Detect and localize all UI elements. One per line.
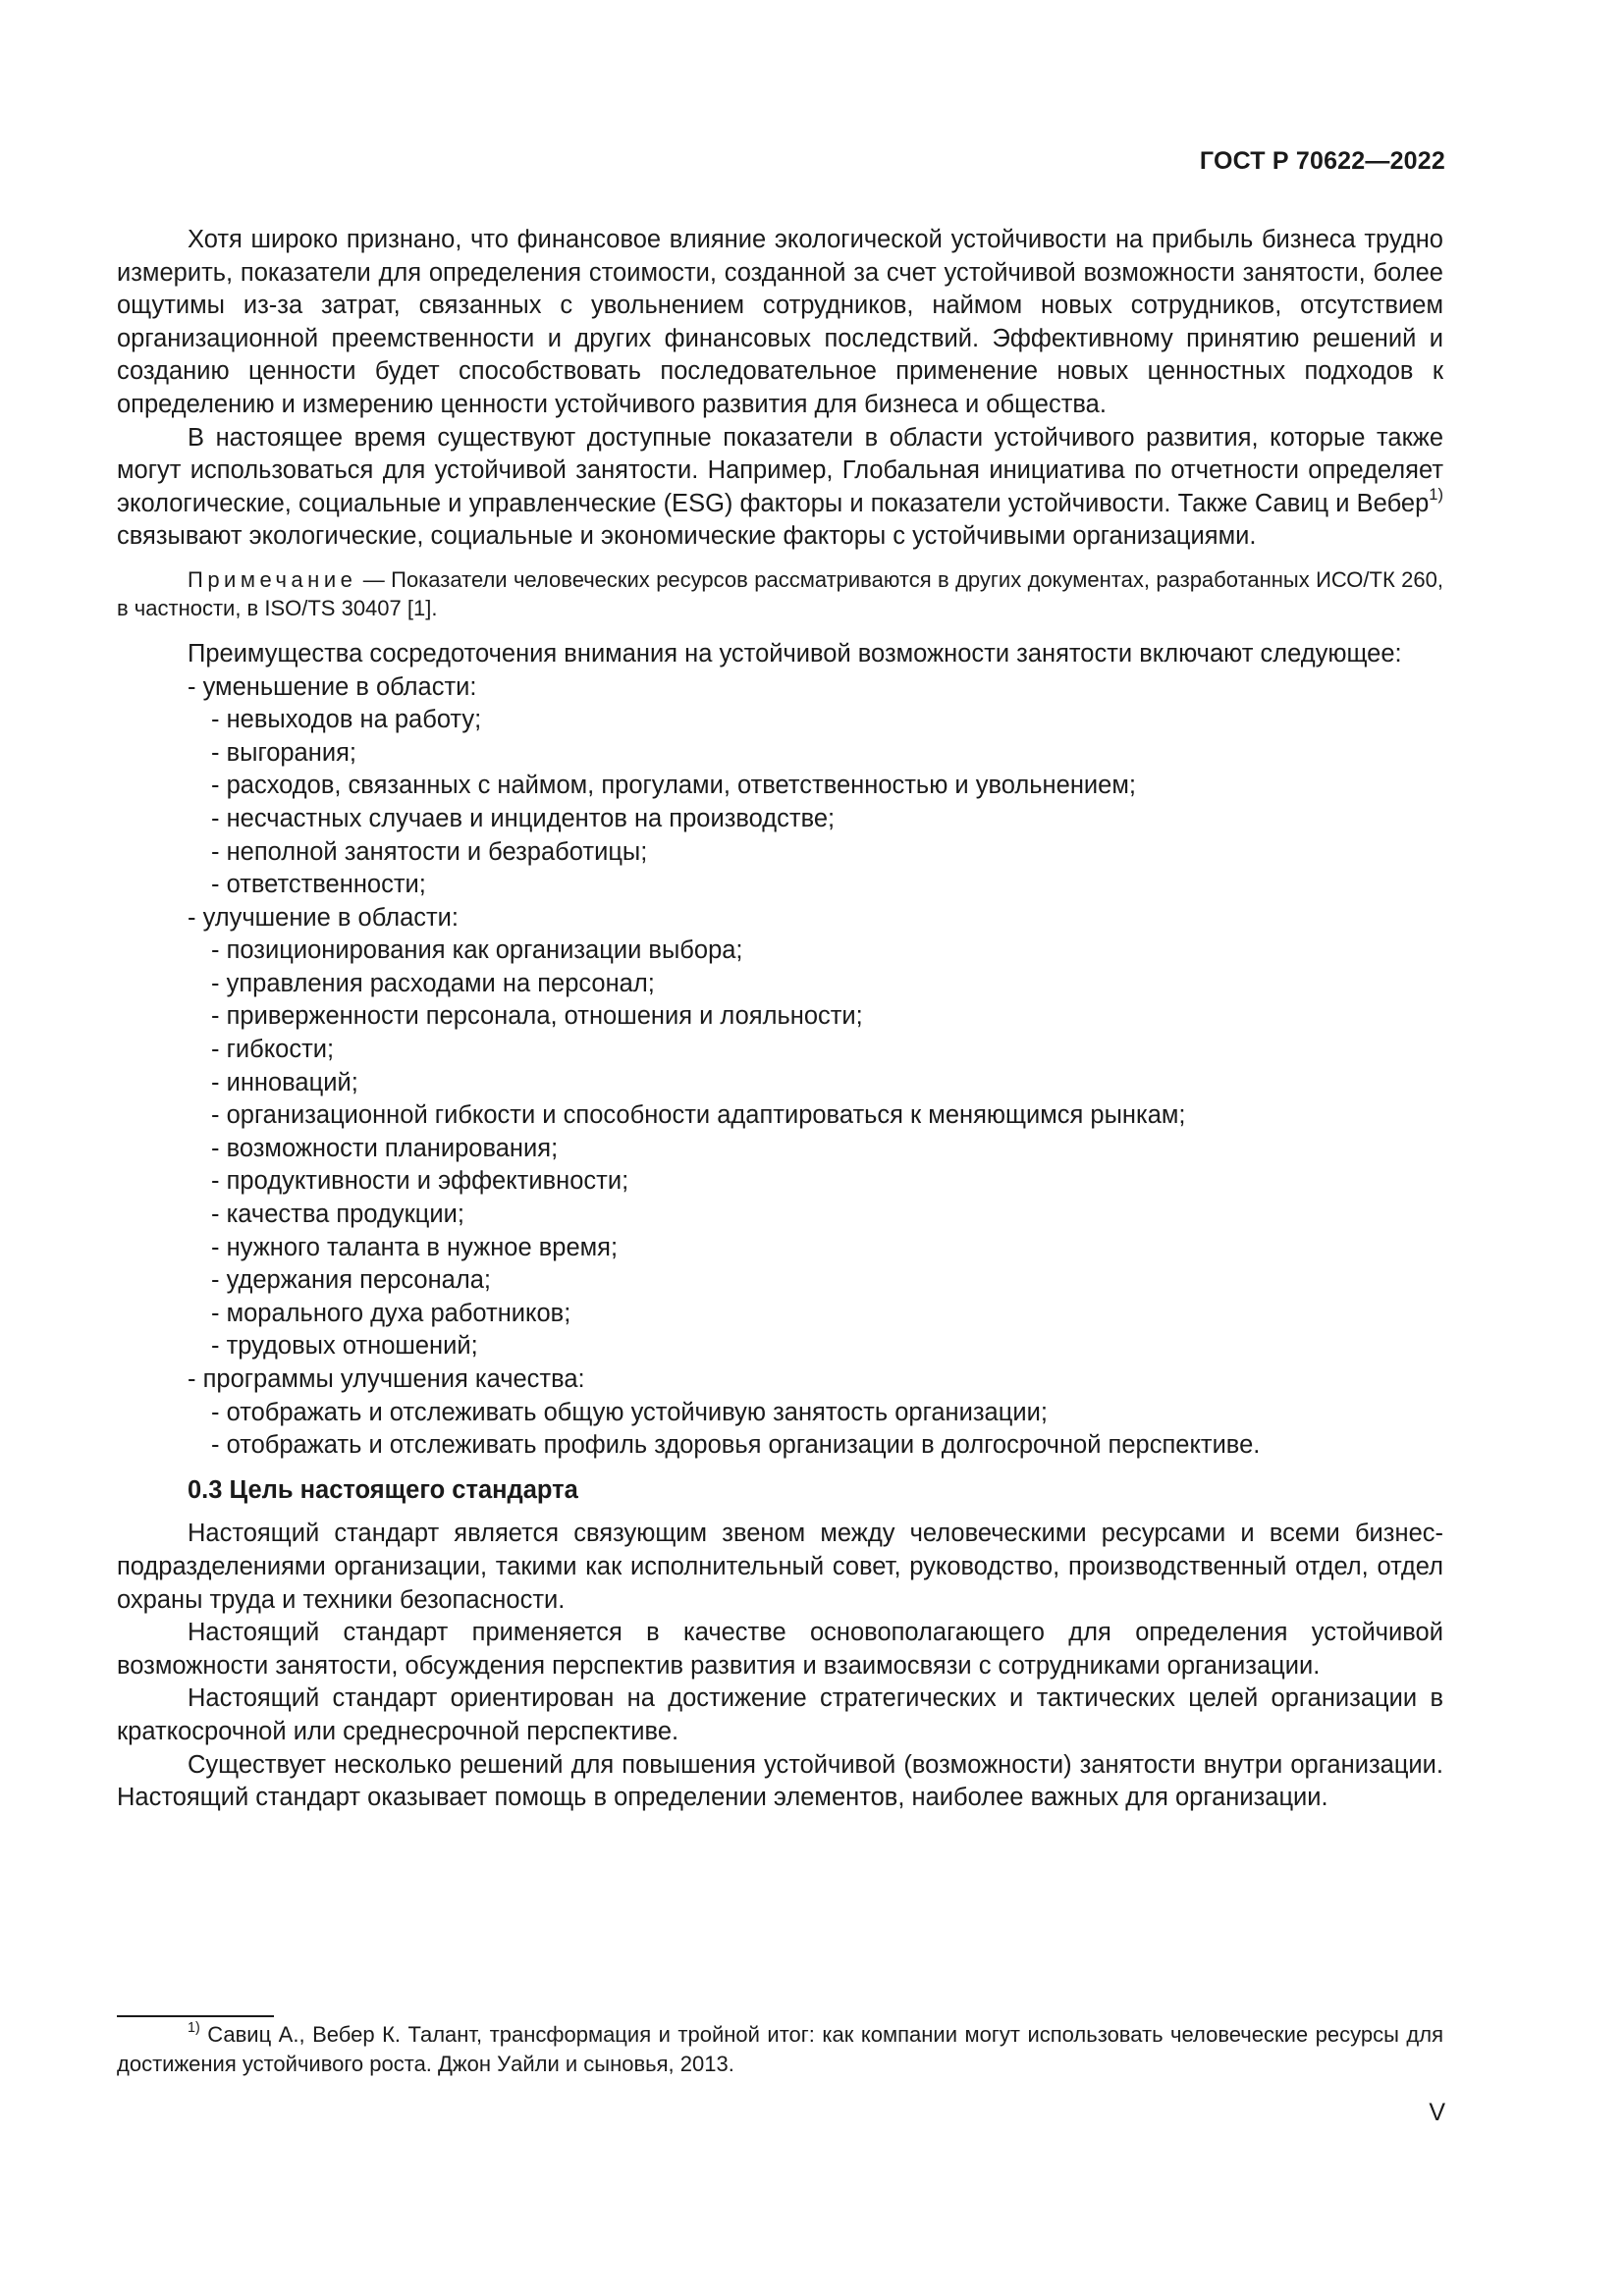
list-item <box>117 1363 1443 1463</box>
list-item-text: - невыходов на работу; <box>211 706 481 733</box>
page-number: V <box>1429 2099 1445 2126</box>
list-item <box>188 704 1443 737</box>
list-item <box>188 1232 1443 1265</box>
footnote-text <box>117 2020 1443 2079</box>
paragraph <box>117 422 1443 554</box>
list-item-text: - неполной занятости и безработицы; <box>211 838 647 866</box>
list-item <box>188 1199 1443 1232</box>
list-item <box>188 968 1443 1001</box>
sub-list <box>188 1397 1443 1463</box>
list-item-text: - нужного таланта в нужное время; <box>211 1234 618 1261</box>
list-item-text: - позиционирования как организации выбора; <box>211 936 743 964</box>
list-item-text: - возможности планирования; <box>211 1135 558 1162</box>
paragraph: Настоящий стандарт является связующим звеном между человеческими ресурсами и всеми бизнес-подразделениями организации, такими как исполнительный совет, руководство, производственный отдел, отдел охраны труда и техники безопасности. <box>117 1520 1443 1614</box>
list-item-text: - удержания персонала; <box>211 1266 491 1294</box>
paragraph: Существует несколько решений для повышения устойчивой (возможности) занятости внутри организации. Настоящий стандарт оказывает помощь в определении элементов, наиболее важных для организации. <box>117 1750 1443 1812</box>
list-item-text: - качества продукции; <box>211 1201 464 1228</box>
list-item <box>188 1000 1443 1034</box>
list-item <box>188 1034 1443 1067</box>
paragraph: Хотя широко признано, что финансовое влияние экологической устойчивости на прибыль бизнеса трудно измерить, показатели для определения стоимости, созданной за счет устойчивой возможности занятости, более ощутимы из-за затрат, связанных с увольнением сотрудников, наймом новых сотрудников, отсутствием организационной преемственности и других финансовых последствий. Эффективному принятию решений и созданию ценности будет способствовать последовательное применение новых ценностных подходов к определению и измерению ценности устойчивого развития для бизнеса и общества. <box>117 226 1443 418</box>
list-item-text: - инноваций; <box>211 1069 358 1096</box>
list-item <box>117 902 1443 1363</box>
footnote-marker: 1) <box>188 2019 200 2036</box>
list-item-text: - трудовых отношений; <box>211 1332 478 1360</box>
note-label: Примечание <box>188 566 357 592</box>
paragraph-text: В настоящее время существуют доступные показатели в области устойчивого развития, которые также могут использоваться для устойчивой занятости. Например, Глобальная инициатива по отчетности определяет экологические, социальные и управленческие (ESG) факторы и показатели устойчивости. Также Савиц и Вебер <box>117 423 1443 517</box>
footnote <box>117 2020 1443 2079</box>
list-item <box>188 803 1443 836</box>
sub-list <box>188 704 1443 902</box>
list-item-text: - продуктивности и эффективности; <box>211 1167 628 1195</box>
list-item-label: - улучшение в области: <box>188 904 459 932</box>
list-item <box>188 1067 1443 1100</box>
note-text: — Показатели человеческих ресурсов рассматриваются в других документах, разработанных ИСО/ТК 260, в частности, в ISO/TS 30407 [1]. <box>117 566 1443 620</box>
list-item-text: - морального духа работников; <box>211 1300 570 1327</box>
benefits-intro: Преимущества сосредоточения внимания на устойчивой возможности занятости включают следующее: <box>188 639 1402 667</box>
list-item <box>188 1330 1443 1363</box>
list-item <box>188 869 1443 902</box>
paragraph-text: связывают экологические, социальные и экономические факторы с устойчивыми организациями. <box>117 522 1257 551</box>
list-item <box>188 1264 1443 1298</box>
list-item <box>188 1133 1443 1166</box>
body-text <box>117 224 1443 1815</box>
list-item <box>188 836 1443 870</box>
list-item <box>188 1429 1443 1463</box>
list-item-text: - расходов, связанных с наймом, прогулами, ответственностью и увольнением; <box>211 772 1136 799</box>
benefits-list <box>117 671 1443 1463</box>
section-title: 0.3 Цель настоящего стандарта <box>188 1475 578 1504</box>
list-item-text: - приверженности персонала, отношения и лояльности; <box>211 1002 863 1030</box>
paragraph: Настоящий стандарт ориентирован на достижение стратегических и тактических целей организации в краткосрочной или среднесрочной перспективе. <box>117 1684 1443 1745</box>
list-item-text: - гибкости; <box>211 1036 334 1063</box>
list-item <box>188 1397 1443 1430</box>
list-item <box>188 737 1443 771</box>
list-item <box>188 1298 1443 1331</box>
note <box>117 565 1443 622</box>
list-item-text: - выгорания; <box>211 739 356 767</box>
sub-list <box>188 934 1443 1363</box>
paragraph: Настоящий стандарт применяется в качестве основополагающего для определения устойчивой возможности занятости, обсуждения перспектив развития и взаимосвязи с сотрудниками организации. <box>117 1619 1443 1680</box>
footnote-divider <box>117 2015 274 2017</box>
list-item-text: - ответственности; <box>211 871 426 898</box>
list-item <box>188 1099 1443 1133</box>
footnote-reference[interactable]: 1) <box>1429 484 1443 504</box>
list-item-label: - программы улучшения качества: <box>188 1365 585 1393</box>
list-item <box>188 1165 1443 1199</box>
list-item <box>188 770 1443 803</box>
list-item-text: - управления расходами на персонал; <box>211 970 655 997</box>
list-item-text: - отображать и отслеживать общую устойчивую занятость организации; <box>211 1399 1048 1426</box>
standard-header: ГОСТ Р 70622—2022 <box>1199 147 1445 175</box>
list-item-text: - организационной гибкости и способности адаптироваться к меняющимся рынкам; <box>211 1101 1186 1129</box>
list-item-text: - отображать и отслеживать профиль здоровья организации в долгосрочной перспективе. <box>211 1431 1260 1459</box>
footnote-body: Савиц А., Вебер К. Талант, трансформация и тройной итог: как компании могут использовать человеческие ресурсы для достижения устойчивого роста. Джон Уайли и сыновья, 2013. <box>117 2022 1443 2076</box>
list-item <box>188 934 1443 968</box>
list-item-text: - несчастных случаев и инцидентов на производстве; <box>211 805 835 832</box>
list-item-label: - уменьшение в области: <box>188 673 476 701</box>
list-item <box>117 671 1443 902</box>
